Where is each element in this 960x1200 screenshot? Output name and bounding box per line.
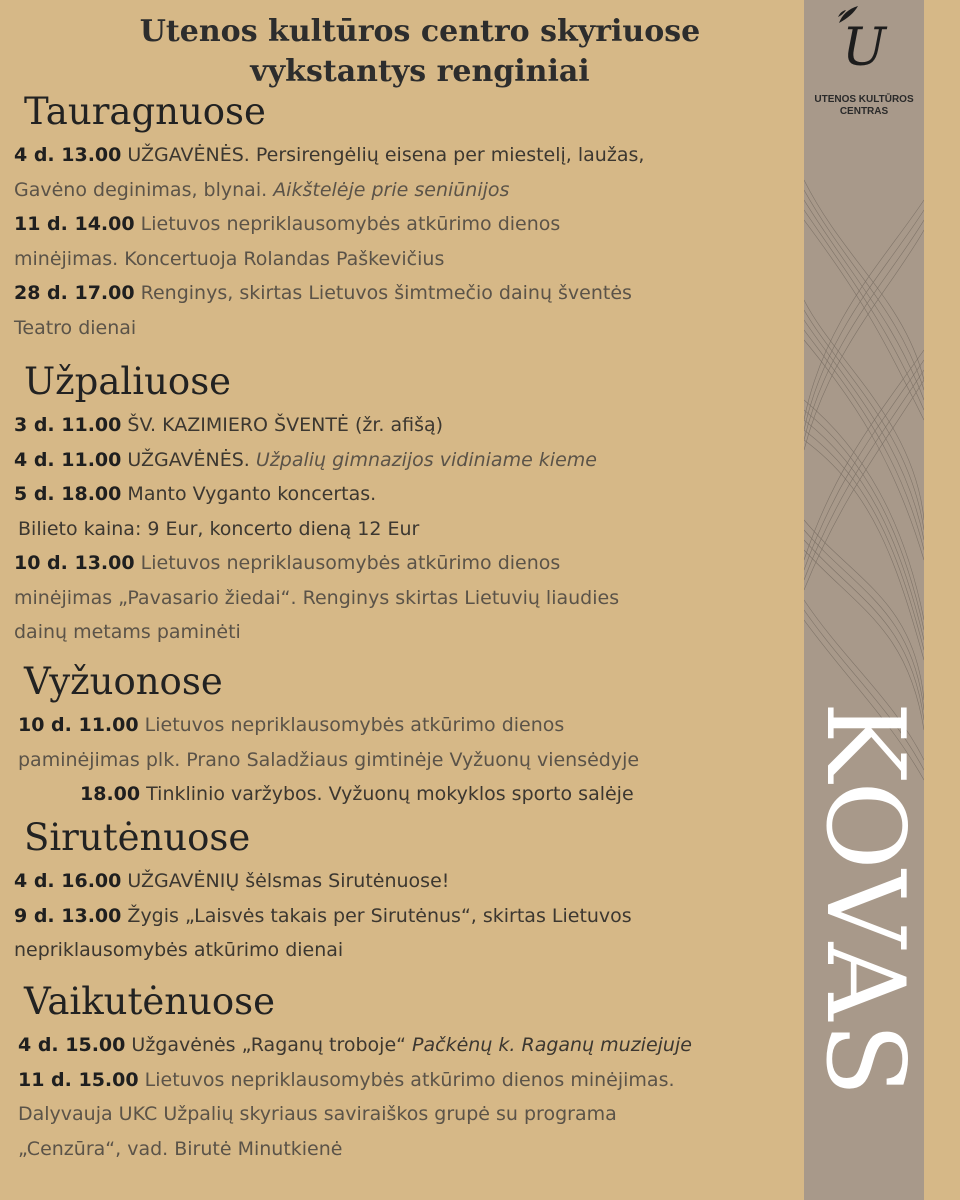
section-title: Vyžuonose — [24, 660, 223, 703]
event-line — [14, 138, 799, 173]
event-line — [14, 408, 799, 443]
section-vyzuonos — [14, 660, 799, 812]
event-line — [14, 615, 799, 650]
event-place: Pačkėnų k. Raganų muziejuje — [412, 1034, 692, 1056]
event-line — [14, 546, 799, 581]
event-line — [14, 242, 799, 277]
event-time: 5 d. 18.00 — [14, 483, 122, 505]
event-text: minėjimas. Koncertuoja Rolandas Paškevičius — [14, 247, 445, 270]
event-text: Lietuvos nepriklausomybės atkūrimo dienos — [140, 552, 561, 574]
event-text: paminėjimas plk. Prano Saladžiaus gimtinėje Vyžuonų viensėdyje — [18, 748, 640, 771]
event-text: Bilieto kaina: 9 Eur, koncerto dieną 12 Eur — [18, 517, 420, 540]
event-time: 10 d. 11.00 — [18, 714, 139, 736]
event-line — [14, 1097, 799, 1132]
event-text: „Cenzūra“, vad. Birutė Minutkienė — [18, 1137, 343, 1160]
month-text: KOVAS — [802, 701, 927, 1099]
logo — [804, 0, 924, 125]
month-label — [802, 650, 927, 1150]
event-line — [14, 311, 799, 346]
logo-caption-line2: CENTRAS — [839, 106, 889, 117]
event-time: 10 d. 13.00 — [14, 552, 135, 574]
event-text: ŠV. KAZIMIERO ŠVENTĖ (žr. afišą) — [127, 414, 444, 436]
section-vaikutenai — [14, 980, 799, 1166]
event-line — [14, 708, 799, 743]
event-text: Lietuvos nepriklausomybės atkūrimo dienos — [144, 714, 565, 736]
event-text: Tinklinio varžybos. Vyžuonų mokyklos sporto salėje — [146, 783, 634, 805]
event-line — [14, 443, 799, 478]
event-text: minėjimas „Pavasario žiedai“. Renginys skirtas Lietuvių liaudies — [14, 586, 620, 609]
event-line — [14, 276, 799, 311]
event-line — [14, 899, 799, 934]
event-text: Lietuvos nepriklausomybės atkūrimo dienos minėjimas. — [144, 1068, 675, 1091]
event-line — [14, 477, 799, 512]
event-line — [14, 777, 799, 812]
event-line — [14, 207, 799, 242]
section-tauragnai — [14, 90, 799, 345]
event-line — [14, 864, 799, 899]
event-line — [14, 512, 799, 547]
event-text: Žygis „Laisvės takais per Sirutėnus“, skirtas Lietuvos — [127, 904, 632, 927]
section-title: Užpaliuose — [24, 360, 232, 403]
event-text: UŽGAVĖNĖS. — [127, 448, 250, 471]
event-line — [14, 1063, 799, 1098]
event-line — [14, 1132, 799, 1167]
event-text: Teatro dienai — [14, 316, 137, 339]
event-text: UŽGAVĖNIŲ šėlsmas Sirutėnuose! — [127, 870, 450, 892]
event-line — [14, 933, 799, 968]
page-title-line2: vykstantys renginiai — [250, 54, 590, 89]
event-text: Lietuvos nepriklausomybės atkūrimo dienos — [140, 213, 561, 235]
event-time: 11 d. 14.00 — [14, 213, 135, 235]
event-time: 4 d. 11.00 — [14, 448, 122, 471]
event-line — [14, 581, 799, 616]
section-title: Sirutėnuose — [24, 816, 251, 859]
event-line — [14, 1028, 799, 1063]
event-text: dainų metams paminėti — [14, 621, 241, 643]
event-text: nepriklausomybės atkūrimo dienai — [14, 939, 344, 961]
event-text: Renginys, skirtas Lietuvos šimtmečio dainų šventės — [140, 282, 632, 304]
event-time: 4 d. 13.00 — [14, 144, 122, 166]
event-time: 18.00 — [80, 783, 141, 805]
event-time: 11 d. 15.00 — [18, 1068, 139, 1091]
event-place: Aikštelėje prie seniūnijos — [273, 178, 510, 201]
event-time: 9 d. 13.00 — [14, 904, 122, 927]
event-time: 3 d. 11.00 — [14, 414, 122, 436]
logo-caption-line1: UTENOS KULTŪROS — [814, 94, 914, 105]
logo-caption — [804, 94, 924, 118]
event-place: Užpalių gimnazijos vidiniame kieme — [255, 448, 597, 471]
section-sirutenai — [14, 816, 799, 968]
event-time: 4 d. 16.00 — [14, 870, 122, 892]
event-text: Manto Vyganto koncertas. — [127, 483, 377, 505]
event-line — [14, 743, 799, 778]
section-title: Tauragnuose — [24, 90, 266, 133]
section-uzpaliai — [14, 360, 799, 650]
page-title-line1: Utenos kultūros centro skyriuose — [139, 14, 701, 49]
page-title — [40, 12, 800, 92]
event-time: 4 d. 15.00 — [18, 1034, 126, 1056]
logo-letter: U — [842, 18, 886, 78]
event-text: Gavėno deginimas, blynai. — [14, 178, 268, 201]
section-title: Vaikutėnuose — [24, 980, 276, 1023]
event-line — [14, 173, 799, 208]
event-text: Užgavėnės „Raganų troboje“ — [131, 1034, 406, 1056]
event-text: Dalyvauja UKC Užpalių skyriaus saviraiškos grupė su programa — [18, 1103, 617, 1125]
event-time: 28 d. 17.00 — [14, 282, 135, 304]
event-text: UŽGAVĖNĖS. Persirengėlių eisena per miestelį, laužas, — [127, 144, 645, 166]
